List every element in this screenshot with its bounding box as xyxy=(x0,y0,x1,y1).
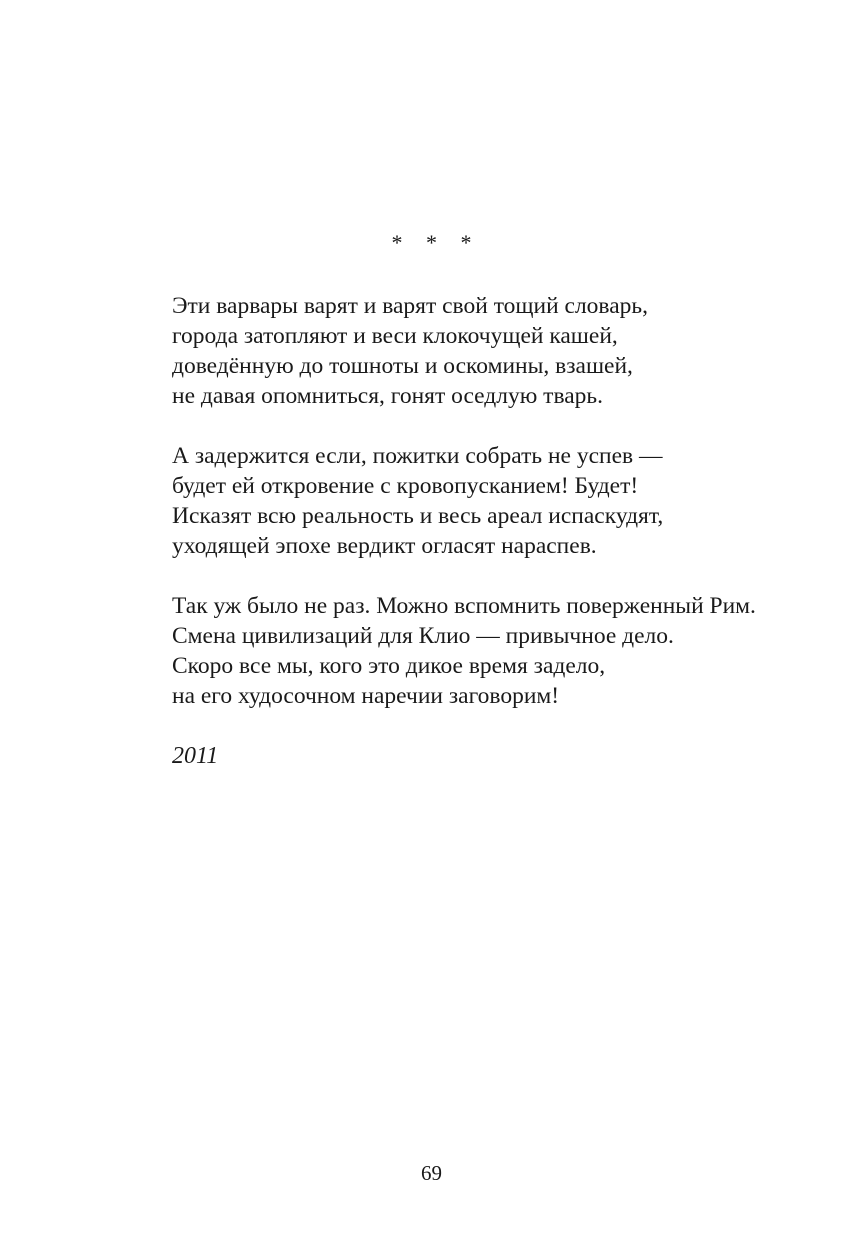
poem xyxy=(172,291,812,771)
poem-line: не давая опомниться, гонят оседлую тварь. xyxy=(172,383,603,409)
stanza-2 xyxy=(172,441,812,561)
poem-line: на его худосочном наречии заговорим! xyxy=(172,683,560,709)
page-number: 69 xyxy=(421,1161,442,1185)
poem-line: города затопляют и веси клокочущей кашей, xyxy=(172,323,618,349)
poem-date: 2011 xyxy=(172,743,219,769)
stanza-3 xyxy=(172,591,812,711)
poem-line: будет ей откровение с кровопусканием! Будет! xyxy=(172,473,639,499)
poem-line: уходящей эпохе вердикт огласят нараспев. xyxy=(172,533,597,559)
poem-line: Эти варвары варят и варят свой тощий словарь, xyxy=(172,293,648,319)
poem-line: А задержится если, пожитки собрать не успев — xyxy=(172,443,663,469)
poem-line: Исказят всю реальность и весь ареал испаскудят, xyxy=(172,503,664,529)
poem-line: Так уж было не раз. Можно вспомнить поверженный Рим. xyxy=(172,593,756,619)
poem-line: Смена цивилизаций для Клио — привычное дело. xyxy=(172,623,674,649)
stanza-1 xyxy=(172,291,812,411)
section-separator: * * * xyxy=(391,230,472,255)
poem-line: доведённую до тошноты и оскомины, взашей, xyxy=(172,353,633,379)
poem-line: Скоро все мы, кого это дикое время задело, xyxy=(172,653,606,679)
